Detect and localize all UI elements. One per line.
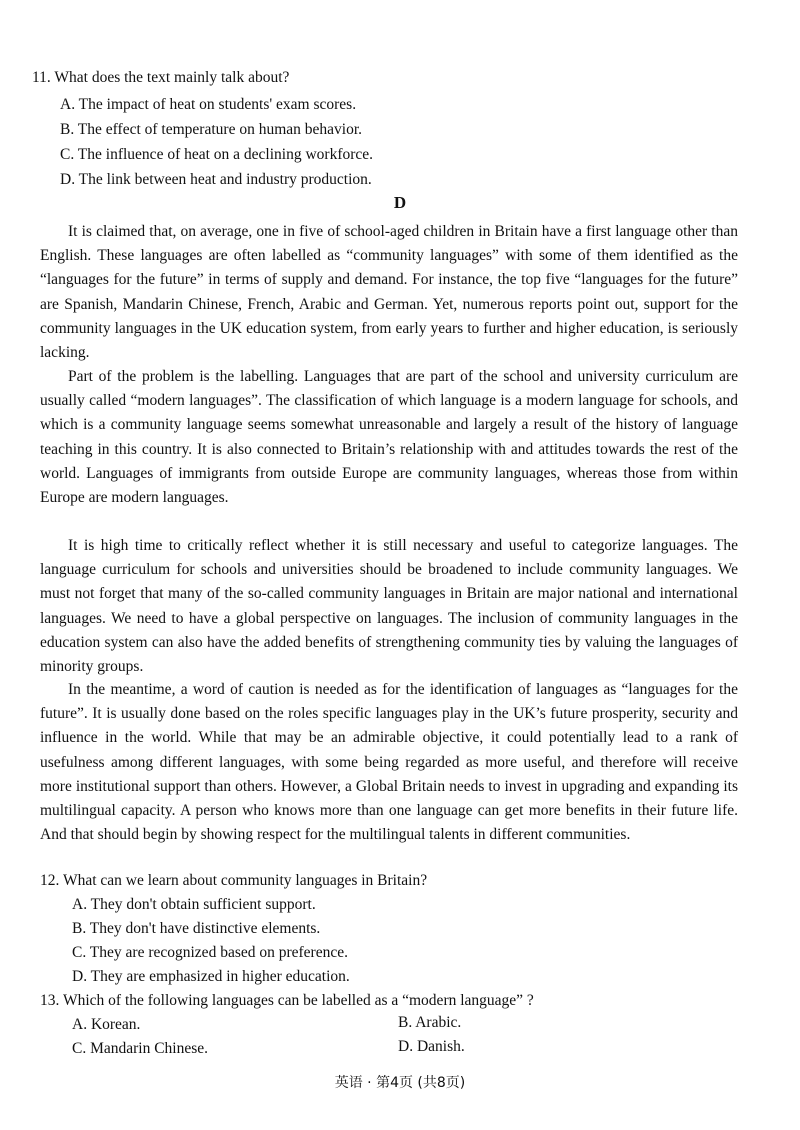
- question-13-stem: 13. Which of the following languages can be labelled as a “modern language” ?: [40, 992, 534, 1009]
- passage-paragraph-4: In the meantime, a word of caution is needed as for the identification of languages as “languages for the future”. It is usually done based on the roles specific languages play in the UK’s future prosperity, security and influence in the world. While that may be an admirable objective, it could potentially lead to a rank of usefulness among different languages, with some being regarded as more useful, and therefore will receive more institutional support than others. However, a Global Britain needs to invest in upgrading and expanding its multilingual capacity. A person who knows more than one language can get more benefits in their future life. And that should begin by showing respect for the multilingual talents in different communities.: [40, 681, 738, 844]
- question-13-option-b: B. Arabic.: [398, 1014, 462, 1031]
- page-footer: 英语 · 第4页 (共8页): [334, 1075, 466, 1091]
- question-11-option-d: D. The link between heat and industry production.: [60, 171, 372, 188]
- passage-paragraph-2: Part of the problem is the labelling. Languages that are part of the school and university curriculum are usually called “modern languages”. The classification of which language is a modern language for schools, and which is a community language seems somewhat unreasonable and largely a result of the history of language teaching in this country. It is also connected to Britain’s relationship with and attitudes towards the rest of the world. Languages of immigrants from outside Europe are community languages, whereas those from within Europe are modern languages.: [40, 368, 738, 507]
- question-12-stem: 12. What can we learn about community languages in Britain?: [40, 872, 428, 889]
- question-11-option-b: B. The effect of temperature on human behavior.: [60, 121, 363, 138]
- question-13-option-d: D. Danish.: [398, 1038, 465, 1055]
- passage-heading: D: [393, 193, 407, 212]
- question-13-option-c: C. Mandarin Chinese.: [72, 1040, 209, 1057]
- question-12-option-a: A. They don't obtain sufficient support.: [72, 896, 316, 913]
- question-11-stem: 11. What does the text mainly talk about?: [32, 69, 290, 86]
- question-12-option-b: B. They don't have distinctive elements.: [72, 920, 321, 937]
- passage-paragraph-3: It is high time to critically reflect whether it is still necessary and useful to categorize languages. The language curriculum for schools and universities should be broadened to include community languages. We must not forget that many of the so-called community languages in Britain are major national and international languages. We need to have a global perspective on languages. The inclusion of community languages in the education system can also have the added benefits of strengthening community ties by valuing the languages of minority groups.: [40, 537, 738, 676]
- question-11-option-a: A. The impact of heat on students' exam scores.: [60, 96, 357, 113]
- question-13-option-a: A. Korean.: [72, 1016, 141, 1033]
- passage-paragraph-1: It is claimed that, on average, one in five of school-aged children in Britain have a first language other than English. These languages are often labelled as “community languages” with some of them identified as the “languages for the future” in terms of supply and demand. For instance, the top five “languages for the future” are Spanish, Mandarin Chinese, French, Arabic and German. Yet, numerous reports point out, support for the community languages in the UK education system, from early years to further and higher education, is seriously lacking.: [40, 223, 738, 362]
- question-12-option-c: C. They are recognized based on preference.: [72, 944, 348, 961]
- question-12-option-d: D. They are emphasized in higher education.: [72, 968, 350, 985]
- question-11-option-c: C. The influence of heat on a declining workforce.: [60, 146, 374, 163]
